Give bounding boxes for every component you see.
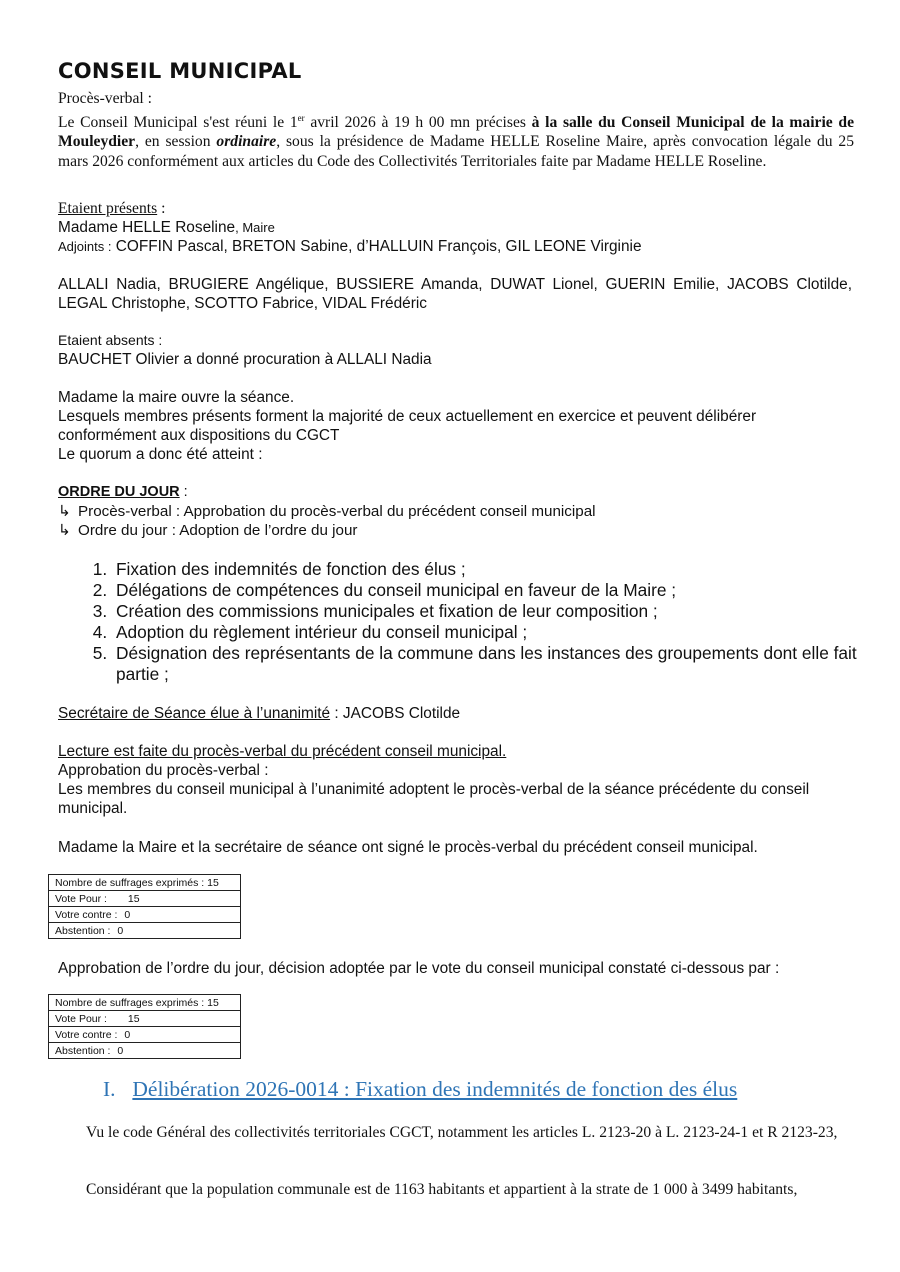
deliberation-title: Délibération 2026-0014 : Fixation des indemnités de fonction des élus — [132, 1077, 738, 1101]
intro-venue: à la salle du Conseil Municipal de la mairie de Mouleydier — [58, 113, 855, 151]
vote-contre-label: Votre contre : — [55, 1028, 118, 1041]
presents-adjoints — [58, 237, 642, 256]
vote-abstention-label: Abstention : — [55, 1044, 111, 1057]
deliberation-number: I. — [103, 1077, 116, 1101]
vote-contre-row — [49, 1027, 241, 1043]
vote-pour-value: 15 — [127, 1012, 140, 1025]
secretaire-value: : JACOBS Clotilde — [330, 705, 461, 722]
list-item: 5. Désignation des représentants de la commune dans les instances des groupements dont elle fait partie ; — [112, 643, 872, 685]
vote-contre-value: 0 — [124, 908, 131, 921]
opening-line-2: Lesquels membres présents forment la majorité de ceux actuellement en exercice et peuvent délibérer conformément aux dispositions du CGCT — [58, 408, 757, 444]
intro-paragraph — [58, 89, 854, 171]
agenda-heading — [58, 483, 188, 502]
list-item: 2. Délégations de compétences du conseil municipal en faveur de la Maire ; — [112, 580, 872, 601]
vote-pour-row — [49, 1011, 241, 1027]
presents-conseillers: ALLALI Nadia, BRUGIERE Angélique, BUSSIERE Amanda, DUWAT Lionel, GUERIN Emilie, JACOBS Clotilde, LEGAL Christophe, SCOTTO Fabrice, VIDAL Frédéric — [58, 276, 852, 312]
vote-contre-label: Votre contre : — [55, 908, 118, 921]
lecture-approbation: Approbation du procès-verbal : — [58, 762, 269, 779]
agenda-odj-text: Ordre du jour : Adoption de l’ordre du jour — [78, 522, 358, 539]
presents-colon: : — [157, 200, 166, 217]
page-title: CONSEIL MUNICIPAL — [58, 59, 302, 83]
agenda-pv-text: Procès-verbal : Approbation du procès-verbal du précédent conseil municipal — [78, 503, 596, 520]
vote-pour-label: Vote Pour : — [55, 892, 107, 905]
presents-label: Etaient présents — [58, 200, 158, 217]
agenda-pv — [58, 502, 596, 521]
presents-heading — [58, 199, 165, 218]
vote-pour-label: Vote Pour : — [55, 1012, 107, 1025]
intro-text-2: avril 2026 à 19 h 00 mn précises — [304, 113, 532, 131]
vote-abstention-value: 0 — [117, 1044, 124, 1057]
adjoints-names: COFFIN Pascal, BRETON Sabine, d’HALLUIN François, GIL LEONE Virginie — [111, 238, 642, 255]
intro-text-4: , sous la présidence de Madame HELLE Roseline Maire, après convocation légale du 25 mars 2026 conformément aux articles du Code des Collectivités Territoriales faite par Madame HELLE Roseline. — [58, 133, 855, 170]
opening-line-1: Madame la maire ouvre la séance. — [58, 389, 295, 406]
lecture-title: Lecture est faite du procès-verbal du précédent conseil municipal. — [58, 743, 507, 760]
vote-table-pv — [48, 874, 241, 939]
maire-name: Madame HELLE Roseline — [58, 219, 236, 236]
arrow-icon: ↳ — [58, 503, 71, 520]
vote-abstention-row — [49, 923, 241, 939]
agenda-list — [82, 559, 872, 685]
deliberation-heading — [103, 1077, 737, 1102]
absents-text: BAUCHET Olivier a donné procuration à ALLALI Nadia — [58, 351, 432, 368]
agenda-odj — [58, 521, 357, 540]
vote-pour-row — [49, 891, 241, 907]
agenda-label: ORDRE DU JOUR — [58, 484, 180, 500]
vote-table-odj — [48, 994, 241, 1059]
maire-role: , Maire — [235, 220, 275, 235]
intro-text-1: Le Conseil Municipal s'est réuni le 1 — [58, 113, 298, 131]
intro-label: Procès-verbal : — [58, 90, 152, 107]
intro-sup: er — [297, 112, 305, 123]
vote-exprimes: Nombre de suffrages exprimés : 15 — [49, 995, 241, 1011]
deliberation-considerant: Considérant que la population communale est de 1163 habitants et appartient à la strate de 1 000 à 3499 habitants, — [86, 1181, 798, 1198]
deliberation-vu: Vu le code Général des collectivités territoriales CGCT, notamment les articles L. 2123-20 à L. 2123-24-1 et R 2123-23, — [86, 1124, 838, 1141]
opening-line-3: Le quorum a donc été atteint : — [58, 446, 263, 463]
absents-label: Etaient absents : — [58, 332, 163, 348]
vote-abstention-label: Abstention : — [55, 924, 111, 937]
vote-exprimes: Nombre de suffrages exprimés : 15 — [49, 875, 241, 891]
intro-session-type: ordinaire — [216, 133, 277, 151]
vote-pour-value: 15 — [127, 892, 140, 905]
list-item: 3. Création des commissions municipales et fixation de leur composition ; — [112, 601, 872, 622]
intro-text-3: , en session — [135, 133, 217, 151]
adjoints-label: Adjoints : — [58, 239, 112, 254]
vote-contre-value: 0 — [124, 1028, 131, 1041]
arrow-icon: ↳ — [58, 522, 71, 539]
presents-maire — [58, 218, 275, 237]
agenda-colon: : — [179, 484, 188, 500]
secretaire-label: Secrétaire de Séance élue à l’unanimité — [58, 705, 331, 722]
lecture-signed: Madame la Maire et la secrétaire de séance ont signé le procès-verbal du précédent conseil municipal. — [58, 839, 758, 856]
vote-abstention-row — [49, 1043, 241, 1059]
secretaire-line — [58, 704, 460, 723]
list-item: 4. Adoption du règlement intérieur du conseil municipal ; — [112, 622, 872, 643]
list-item: 1. Fixation des indemnités de fonction des élus ; — [112, 559, 872, 580]
vote-contre-row — [49, 907, 241, 923]
lecture-text: Les membres du conseil municipal à l’unanimité adoptent le procès-verbal de la séance précédente du conseil municipal. — [58, 781, 810, 817]
vote-abstention-value: 0 — [117, 924, 124, 937]
odj-approbation: Approbation de l’ordre du jour, décision adoptée par le vote du conseil municipal constaté ci-dessous par : — [58, 960, 780, 977]
